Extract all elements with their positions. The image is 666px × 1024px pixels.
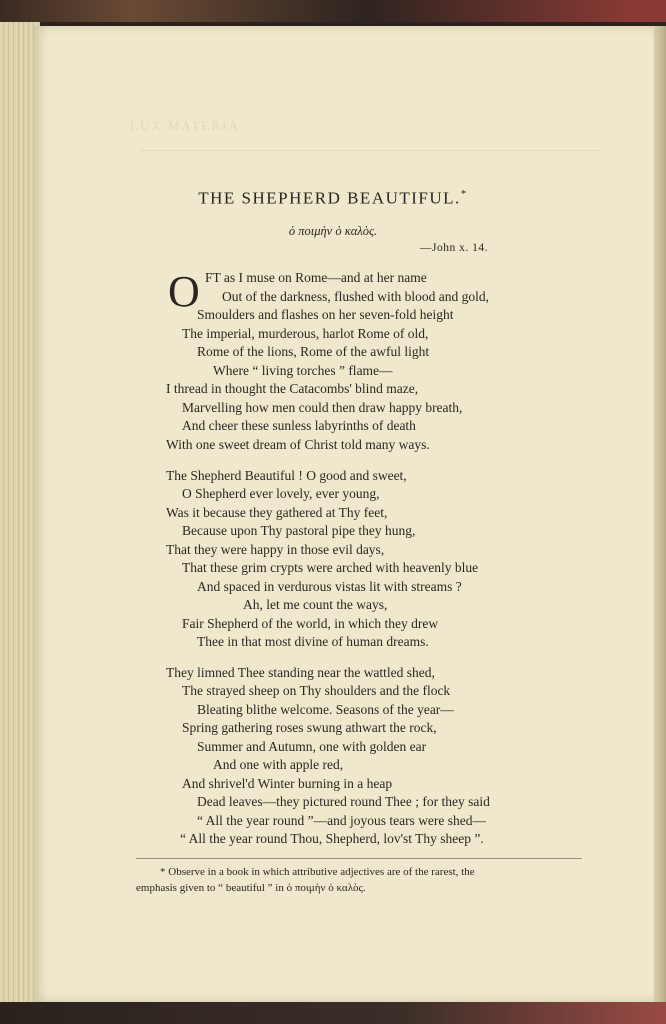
stanza1-line: The imperial, murderous, harlot Rome of old,	[182, 326, 429, 341]
stanza3-line: The strayed sheep on Thy shoulders and the flock	[182, 683, 451, 698]
stanza1-line: Out of the darkness, flushed with blood and gold,	[222, 289, 489, 304]
stanza1-line: With one sweet dream of Christ told many ways.	[166, 437, 430, 452]
stanza1-line: Smoulders and flashes on her seven-fold height	[197, 307, 454, 322]
stanza1-line: Rome of the lions, Rome of the awful light	[197, 344, 430, 359]
footnote-line: emphasis given to “ beautiful ” in ὁ ποιμὴν ὁ καλὸς.	[136, 882, 366, 894]
stanza1-line: I thread in thought the Catacombs' blind maze,	[166, 381, 419, 396]
book-spine-top	[0, 0, 666, 22]
stanza3-line: “ All the year round Thou, Shepherd, lov'st Thy sheep ”.	[180, 831, 484, 846]
stanza2-line: Ah, let me count the ways,	[243, 597, 388, 612]
stanza2-line: Fair Shepherd of the world, in which they drew	[182, 616, 439, 631]
poem-title: THE SHEPHERD BEAUTIFUL.*	[198, 188, 468, 208]
bleed-through-text: LUX MATERIA	[130, 118, 240, 133]
stanza1-line: FT as I muse on Rome—and at her name	[205, 270, 427, 285]
book-spine-bottom	[0, 1002, 666, 1024]
stanza3-line: Dead leaves—they pictured round Thee ; for they said	[197, 794, 490, 809]
stanza2-line: Thee in that most divine of human dreams.	[197, 634, 429, 649]
stanza1-line: Marvelling how men could then draw happy breath,	[182, 400, 463, 415]
stanza3-line: “ All the year round ”—and joyous tears were shed—	[197, 813, 487, 828]
stanza2-line: That these grim crypts were arched with heavenly blue	[182, 560, 479, 575]
stanza2-line: Was it because they gathered at Thy feet,	[166, 505, 388, 520]
page-right-edge	[654, 26, 666, 1002]
epigraph: ὁ ποιμὴν ὁ καλὸς.	[288, 224, 378, 238]
citation: —John x. 14.	[420, 242, 488, 254]
stanza2-line: The Shepherd Beautiful ! O good and sweet,	[166, 468, 407, 483]
footnote-rule	[136, 858, 582, 859]
drop-cap: O	[168, 267, 200, 316]
stanza1-line: Where “ living torches ” flame—	[213, 363, 393, 378]
stanza1-line: And cheer these sunless labyrinths of death	[182, 418, 416, 433]
stanza3-line: Bleating blithe welcome. Seasons of the year—	[197, 702, 454, 717]
header-rule	[140, 150, 600, 151]
stanza3-line: They limned Thee standing near the wattled shed,	[166, 665, 435, 680]
stanza2-line: Because upon Thy pastoral pipe they hung,	[182, 523, 416, 538]
stanza2-line: That they were happy in those evil days,	[166, 542, 385, 557]
stanza3-line: Summer and Autumn, one with golden ear	[197, 739, 427, 754]
stanza3-line: And one with apple red,	[213, 757, 344, 772]
stanza3-line: And shrivel'd Winter burning in a heap	[182, 776, 393, 791]
stanza2-line: And spaced in verdurous vistas lit with streams ?	[197, 579, 462, 594]
stanza3-line: Spring gathering roses swung athwart the rock,	[182, 720, 437, 735]
title-footnote-mark: *	[460, 188, 468, 200]
footnote-line: * Observe in a book in which attributive adjectives are of the rarest, the	[160, 866, 475, 878]
stanza2-line: O Shepherd ever lovely, ever young,	[182, 486, 380, 501]
